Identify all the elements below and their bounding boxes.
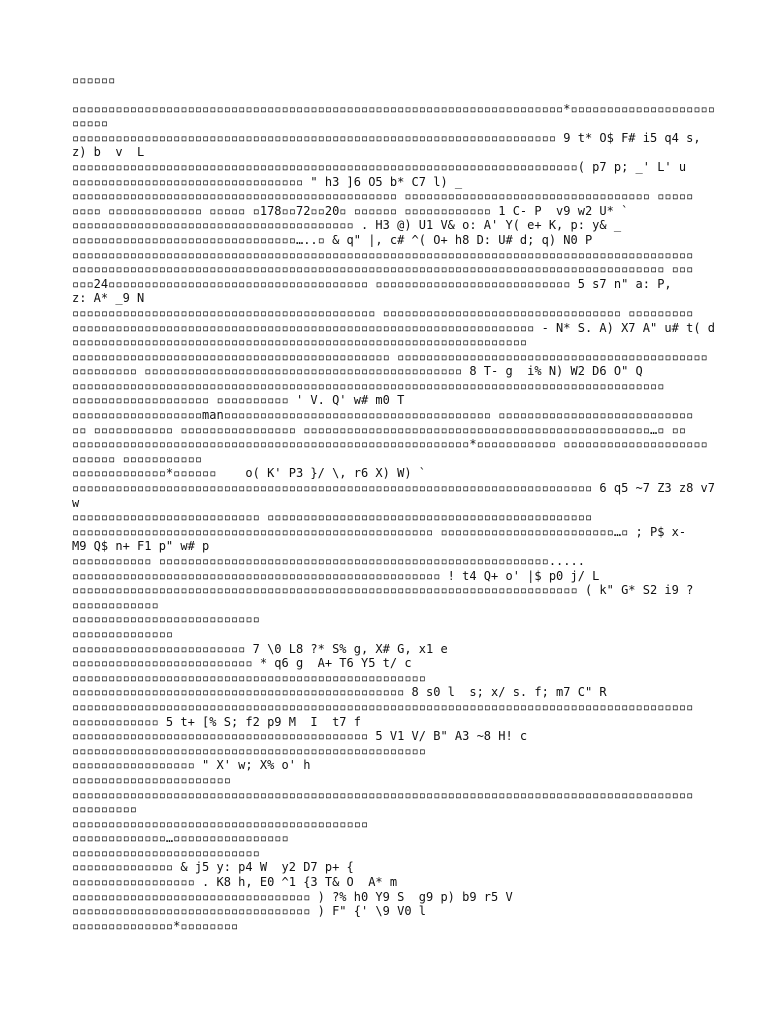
text-line: ▫▫▫▫▫▫▫▫▫▫▫▫▫▫▫▫▫▫▫▫▫▫▫▫ 7 \0 L8 ?* S% g, X# G, x1 e xyxy=(72,641,448,656)
text-line: ▫▫▫▫▫▫▫▫▫▫▫▫▫▫▫▫▫▫▫▫▫▫▫▫▫▫▫▫▫▫▫▫▫ ) F" {' \9 V0 l xyxy=(72,904,427,919)
text-line: ▫▫▫▫▫▫▫▫▫▫▫▫▫*▫▫▫▫▫▫ o( K' P3 }/ \, r6 X) W) ` xyxy=(72,466,427,481)
text-line: ▫▫▫▫▫▫▫▫▫▫▫▫▫▫▫▫▫▫▫▫▫▫▫▫▫▫▫▫▫▫▫▫▫▫▫▫▫▫▫▫▫▫▫▫▫▫▫▫▫▫▫▫▫▫▫▫▫▫▫▫▫▫▫▫▫▫▫ 9 t* O$ F# i5 q4 s, xyxy=(72,130,701,145)
text-line: ▫▫▫▫▫▫▫▫▫▫▫▫▫▫▫▫▫▫▫▫▫▫▫▫▫▫▫▫▫▫▫▫▫▫▫▫▫▫▫▫▫▫▫▫▫▫ 8 s0 l s; x/ s. f; m7 C" R xyxy=(72,685,607,700)
text-line: ▫▫▫▫▫▫▫▫▫▫▫▫▫▫*▫▫▫▫▫▫▫▫ xyxy=(72,918,239,933)
text-line: ▫▫▫▫▫▫▫▫▫▫▫▫▫▫▫▫▫ . K8 h, E0 ^1 {3 T& O A* m xyxy=(72,875,398,890)
text-line: ▫▫▫▫▫▫▫▫▫▫▫▫▫▫▫▫▫▫▫▫▫▫▫▫▫▫▫▫▫▫▫▫▫▫▫▫▫▫▫▫▫ 5 V1 V/ B" A3 ~8 H! c xyxy=(72,729,528,744)
text-line: ▫▫▫▫▫▫▫▫▫▫▫▫▫▫▫▫▫▫▫▫▫▫▫▫▫▫ xyxy=(72,845,260,860)
text-line: ▫▫▫▫▫▫▫▫▫▫▫▫▫▫▫▫▫▫▫▫▫▫▫▫▫▫▫▫▫▫▫▫▫▫▫▫▫▫▫▫▫▫▫▫▫▫▫▫▫▫▫▫▫▫▫▫▫▫▫▫▫▫▫▫▫▫▫▫▫▫▫▫▫▫▫▫▫▫▫▫▫▫▫▫▫▫ xyxy=(72,699,694,714)
text-line: ▫▫▫24▫▫▫▫▫▫▫▫▫▫▫▫▫▫▫▫▫▫▫▫▫▫▫▫▫▫▫▫▫▫▫▫▫▫▫▫ ▫▫▫▫▫▫▫▫▫▫▫▫▫▫▫▫▫▫▫▫▫▫▫▫▫▫▫ 5 s7 n" a: P, xyxy=(72,276,672,291)
text-line: ▫▫▫▫▫▫▫▫▫▫▫▫▫▫▫▫▫▫▫▫▫▫▫▫▫▫▫▫▫▫▫▫▫ ) ?% h0 Y9 S g9 p) b9 r5 V xyxy=(72,889,513,904)
text-line: ▫▫▫▫▫▫▫▫▫▫▫▫▫▫▫▫▫▫▫ ▫▫▫▫▫▫▫▫▫▫ ' V. Q' w# m0 T xyxy=(72,393,405,408)
text-line: w xyxy=(72,495,80,510)
text-line: ▫▫▫▫▫▫▫▫▫▫▫▫▫▫▫▫▫▫▫▫▫▫▫▫▫▫▫▫▫▫▫▫▫▫▫▫▫▫▫▫▫▫▫▫▫▫▫▫▫▫▫▫▫▫▫▫▫▫▫▫▫▫▫▫▫▫▫▫▫▫ ( k" G* S2 i9 ? xyxy=(72,583,694,598)
text-line: ▫▫▫▫▫▫▫▫▫▫▫▫▫▫▫▫▫▫▫▫▫▫▫▫▫▫▫▫▫▫▫▫▫▫▫▫▫▫▫▫▫▫▫▫▫▫▫▫▫▫▫▫▫▫▫▫▫▫▫▫▫▫▫▫▫▫▫▫▫▫▫▫▫▫▫▫▫▫▫▫▫▫ ▫▫▫ xyxy=(72,262,694,277)
text-line: ▫▫▫▫▫▫▫▫▫▫▫▫▫▫▫▫▫▫▫▫▫▫▫▫▫▫▫▫▫▫▫▫▫▫▫▫▫▫▫▫▫▫▫▫▫▫▫▫▫▫▫▫▫▫▫▫▫▫▫▫▫▫▫▫▫▫▫▫*▫▫▫▫▫▫▫▫▫▫▫▫▫▫▫▫▫▫▫▫ xyxy=(72,101,715,116)
text-line: ▫▫▫▫▫▫▫▫▫▫▫▫ 5 t+ [% S; f2 p9 M I t7 f xyxy=(72,714,361,729)
text-line: ▫▫▫▫▫▫▫▫▫▫▫▫▫▫▫▫▫▫▫▫▫▫▫▫▫▫▫▫▫▫▫▫▫▫▫▫▫▫▫▫▫▫▫▫▫▫▫▫▫▫▫▫▫▫▫▫▫▫▫▫▫▫▫▫▫▫▫▫▫▫( p7 p; _' L' u xyxy=(72,159,687,174)
text-line: ▫▫▫▫▫▫▫▫▫▫▫▫▫▫▫▫▫▫▫▫▫▫▫▫▫▫▫▫▫▫▫▫▫▫▫▫▫▫▫▫▫▫▫▫▫▫▫▫▫▫▫▫▫▫▫▫▫▫▫▫▫▫▫▫▫▫▫▫▫▫▫▫ 6 q5 ~7 Z3 z8 v7 xyxy=(72,481,715,496)
text-line: ▫▫▫▫▫▫▫▫▫▫▫▫▫▫▫▫▫▫▫▫▫▫▫▫▫▫▫▫▫▫▫▫▫▫▫▫▫▫▫▫▫▫▫▫▫▫▫▫▫▫▫▫▫▫▫▫▫▫▫▫▫▫▫▫▫▫▫▫▫▫▫▫▫▫▫▫▫▫▫▫▫▫▫▫▫▫ xyxy=(72,787,694,802)
text-line: ▫▫▫▫▫▫▫▫▫▫▫▫▫▫▫▫▫ " X' w; X% o' h xyxy=(72,758,311,773)
text-line: ▫▫▫▫▫▫▫▫▫▫▫▫ xyxy=(72,597,159,612)
text-line: ▫▫▫▫▫▫▫▫▫▫▫ ▫▫▫▫▫▫▫▫▫▫▫▫▫▫▫▫▫▫▫▫▫▫▫▫▫▫▫▫▫▫▫▫▫▫▫▫▫▫▫▫▫▫▫▫▫▫▫▫▫▫▫▫▫▫..... xyxy=(72,554,585,568)
text-line: ▫▫▫▫▫▫▫▫▫▫▫▫▫▫▫▫▫▫▫▫▫▫▫▫▫▫▫▫▫▫▫▫▫▫▫▫▫▫▫▫▫▫▫▫▫▫▫▫▫▫▫ ! t4 Q+ o' |$ p0 j/ L xyxy=(72,568,600,583)
text-line: ▫▫▫▫▫▫▫▫▫▫▫▫▫▫▫▫▫▫▫▫▫▫▫▫▫▫▫▫▫▫▫▫▫▫▫▫▫▫▫▫▫▫▫▫▫▫▫▫▫▫▫▫▫▫▫*▫▫▫▫▫▫▫▫▫▫▫ ▫▫▫▫▫▫▫▫▫▫▫▫▫▫▫▫▫▫▫▫ xyxy=(72,437,708,452)
text-line: ▫▫▫▫▫▫▫▫▫▫▫▫▫▫ & j5 y: p4 W y2 D7 p+ { xyxy=(72,860,354,875)
text-line: ▫▫▫▫▫▫▫▫▫▫▫▫▫▫▫▫▫▫▫▫▫▫▫▫▫▫▫▫▫▫▫▫▫▫▫▫▫▫▫▫▫▫▫▫▫▫▫▫▫▫▫▫▫▫▫▫▫▫▫▫▫▫▫ xyxy=(72,335,528,350)
text-line: M9 Q$ n+ F1 p" w# p xyxy=(72,539,210,554)
text-line: ▫▫▫▫▫▫▫▫▫▫▫▫▫▫▫▫▫▫▫▫▫▫▫▫▫▫▫▫▫▫▫▫▫▫▫▫▫▫▫▫▫▫▫▫ ▫▫▫▫▫▫▫▫▫▫▫▫▫▫▫▫▫▫▫▫▫▫▫▫▫▫▫▫▫▫▫▫▫▫▫▫▫▫▫▫▫▫▫ xyxy=(72,349,708,364)
text-line: ▫▫▫▫▫▫▫▫▫▫▫▫▫▫▫▫▫▫▫▫▫▫▫▫▫▫▫▫▫▫▫▫▫▫▫▫▫▫▫▫▫▫▫▫▫▫▫▫▫▫ ▫▫▫▫▫▫▫▫▫▫▫▫▫▫▫▫▫▫▫▫▫▫▫▫…▫ ; P$ x- xyxy=(72,524,687,539)
text-line: ▫▫▫▫▫▫▫▫▫▫▫▫▫▫▫▫▫▫▫▫▫▫▫▫▫▫▫▫▫▫▫▫▫▫▫▫▫▫▫▫▫▫▫▫▫▫▫▫▫▫▫▫▫▫▫▫▫▫▫▫▫▫▫▫ - N* S. A) X7 A" u# t( d xyxy=(72,320,715,335)
document-body xyxy=(72,101,715,934)
text-line: ▫▫▫▫▫▫▫▫▫▫▫▫▫▫▫▫▫▫▫▫▫▫▫▫▫▫▫▫▫▫▫▫▫▫▫▫▫▫▫▫▫▫▫▫▫▫▫▫▫ xyxy=(72,670,427,685)
text-line: ▫▫▫▫▫▫▫▫▫▫▫▫▫▫▫▫▫▫▫▫▫▫▫▫▫ * q6 g A+ T6 Y5 t/ c xyxy=(72,656,412,671)
text-line: ▫▫▫▫▫▫▫▫▫ xyxy=(72,802,138,817)
text-line: ▫▫▫▫▫▫▫▫▫▫▫▫▫▫▫▫▫▫▫▫▫▫ xyxy=(72,772,231,787)
text-line: ▫▫▫▫▫▫▫▫▫▫▫▫▫▫▫▫▫▫▫▫▫▫▫▫▫▫▫▫▫▫▫▫▫▫▫▫▫▫▫ . H3 @) U1 V& o: A' Y( e+ K, p: y& _ xyxy=(72,218,622,233)
text-line: ▫▫▫▫▫▫▫▫▫▫▫▫▫▫▫▫▫▫▫▫▫▫▫▫▫▫ ▫▫▫▫▫▫▫▫▫▫▫▫▫▫▫▫▫▫▫▫▫▫▫▫▫▫▫▫▫▫▫▫▫▫▫▫▫▫▫▫▫▫▫▫▫ xyxy=(72,510,593,525)
text-line: ▫▫▫▫▫ xyxy=(72,116,109,131)
text-line: ▫▫▫▫▫▫▫▫▫▫▫▫▫▫▫▫▫▫man▫▫▫▫▫▫▫▫▫▫▫▫▫▫▫▫▫▫▫▫▫▫▫▫▫▫▫▫▫▫▫▫▫▫▫▫▫ ▫▫▫▫▫▫▫▫▫▫▫▫▫▫▫▫▫▫▫▫▫▫▫▫▫▫▫ xyxy=(72,408,694,423)
text-line: ▫▫▫▫▫▫▫▫▫▫▫▫▫▫▫▫▫▫▫▫▫▫▫▫▫▫▫▫▫▫▫▫▫▫▫▫▫▫▫▫▫▫▫▫▫ ▫▫▫▫▫▫▫▫▫▫▫▫▫▫▫▫▫▫▫▫▫▫▫▫▫▫▫▫▫▫▫▫▫▫ ▫▫▫▫▫ xyxy=(72,189,694,204)
text-line: ▫▫▫▫▫▫▫▫▫▫▫▫▫▫▫▫▫▫▫▫▫▫▫▫▫▫ xyxy=(72,612,260,627)
text-line: ▫▫▫▫▫▫▫▫▫▫▫▫▫▫▫▫▫▫▫▫▫▫▫▫▫▫▫▫▫▫▫▫▫▫▫▫▫▫▫▫▫▫ ▫▫▫▫▫▫▫▫▫▫▫▫▫▫▫▫▫▫▫▫▫▫▫▫▫▫▫▫▫▫▫▫▫ ▫▫▫▫▫▫▫▫▫ xyxy=(72,305,694,320)
text-line: ▫▫▫▫▫▫▫▫▫▫▫▫▫▫▫▫▫▫▫▫▫▫▫▫▫▫▫▫▫▫▫…..▫ & q" |, c# ^( O+ h8 D: U# d; q) N0 P xyxy=(72,232,593,247)
document-page xyxy=(72,73,715,933)
text-line: ▫▫▫▫ ▫▫▫▫▫▫▫▫▫▫▫▫▫ ▫▫▫▫▫ ▫178▫▫72▫▫20▫ ▫▫▫▫▫▫ ▫▫▫▫▫▫▫▫▫▫▫▫ 1 C- P v9 w2 U* ` xyxy=(72,203,629,218)
text-line: ▫▫ ▫▫▫▫▫▫▫▫▫▫▫ ▫▫▫▫▫▫▫▫▫▫▫▫▫▫▫▫ ▫▫▫▫▫▫▫▫▫▫▫▫▫▫▫▫▫▫▫▫▫▫▫▫▫▫▫▫▫▫▫▫▫▫▫▫▫▫▫▫▫▫▫▫▫▫▫▫…▫ ▫▫ xyxy=(72,422,687,437)
text-line: ▫▫▫▫▫▫▫▫▫▫▫▫▫▫▫▫▫▫▫▫▫▫▫▫▫▫▫▫▫▫▫▫▫▫▫▫▫▫▫▫▫ xyxy=(72,816,369,831)
text-line: ▫▫▫▫▫▫▫▫▫▫▫▫▫…▫▫▫▫▫▫▫▫▫▫▫▫▫▫▫▫ xyxy=(72,831,289,846)
text-line: ▫▫▫▫▫▫▫▫▫ ▫▫▫▫▫▫▫▫▫▫▫▫▫▫▫▫▫▫▫▫▫▫▫▫▫▫▫▫▫▫▫▫▫▫▫▫▫▫▫▫▫▫▫▫ 8 T- g i% N) W2 D6 O" Q xyxy=(72,364,643,379)
text-line: ▫▫▫▫▫▫▫▫▫▫▫▫▫▫ xyxy=(72,626,174,641)
text-line: ▫▫▫▫▫▫▫▫▫▫▫▫▫▫▫▫▫▫▫▫▫▫▫▫▫▫▫▫▫▫▫▫▫▫▫▫▫▫▫▫▫▫▫▫▫▫▫▫▫ xyxy=(72,743,427,758)
document-title: ▫▫▫▫▫▫ xyxy=(72,73,116,87)
text-line: ▫▫▫▫▫▫▫▫▫▫▫▫▫▫▫▫▫▫▫▫▫▫▫▫▫▫▫▫▫▫▫▫ " h3 ]6 O5 b* C7 l) _ xyxy=(72,174,463,189)
text-line: z: A* _9 N xyxy=(72,291,145,306)
text-line: ▫▫▫▫▫▫ ▫▫▫▫▫▫▫▫▫▫▫ xyxy=(72,451,203,466)
text-line: ▫▫▫▫▫▫▫▫▫▫▫▫▫▫▫▫▫▫▫▫▫▫▫▫▫▫▫▫▫▫▫▫▫▫▫▫▫▫▫▫▫▫▫▫▫▫▫▫▫▫▫▫▫▫▫▫▫▫▫▫▫▫▫▫▫▫▫▫▫▫▫▫▫▫▫▫▫▫▫▫▫▫ xyxy=(72,378,665,393)
text-line: ▫▫▫▫▫▫▫▫▫▫▫▫▫▫▫▫▫▫▫▫▫▫▫▫▫▫▫▫▫▫▫▫▫▫▫▫▫▫▫▫▫▫▫▫▫▫▫▫▫▫▫▫▫▫▫▫▫▫▫▫▫▫▫▫▫▫▫▫▫▫▫▫▫▫▫▫▫▫▫▫▫▫▫▫▫▫ xyxy=(72,247,694,262)
text-line: z) b v L xyxy=(72,145,145,160)
